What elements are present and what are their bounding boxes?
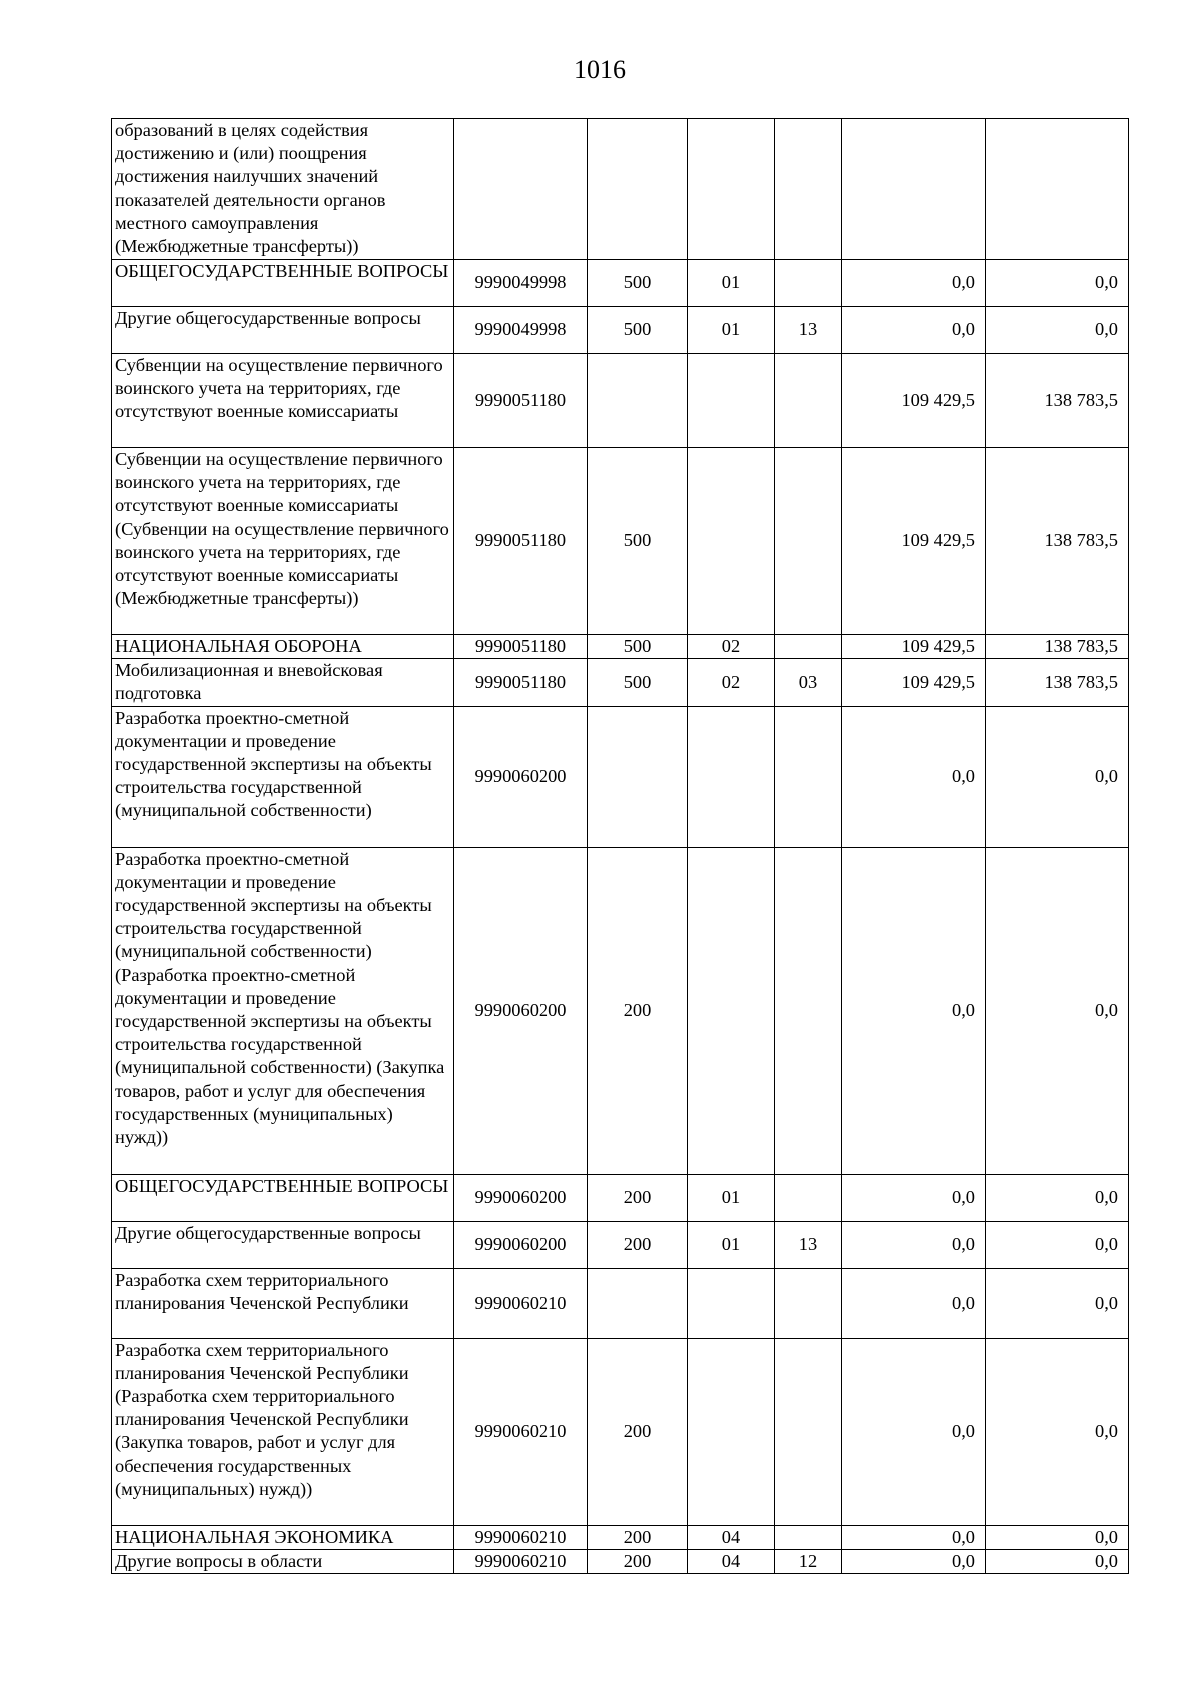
row-sum1: 0,0: [842, 307, 986, 354]
row-pr: [775, 354, 842, 448]
row-code: 9990049998: [454, 260, 588, 307]
table-row: [112, 119, 1129, 260]
row-sum2: 0,0: [986, 260, 1129, 307]
table-row: [112, 354, 1129, 448]
row-name: ОБЩЕГОСУДАРСТВЕННЫЕ ВОПРОСЫ: [112, 260, 454, 307]
row-pr: [775, 847, 842, 1174]
row-sum2: 0,0: [986, 1549, 1129, 1573]
table-row: [112, 659, 1129, 706]
row-vr: 200: [588, 1549, 688, 1573]
row-code: 9990051180: [454, 448, 588, 635]
row-vr: 500: [588, 307, 688, 354]
row-name: НАЦИОНАЛЬНАЯ ЭКОНОМИКА: [112, 1525, 454, 1549]
row-sum1: 109 429,5: [842, 448, 986, 635]
row-vr: 200: [588, 1338, 688, 1525]
row-vr: 200: [588, 1174, 688, 1221]
row-pr: [775, 1338, 842, 1525]
row-sum1: 0,0: [842, 847, 986, 1174]
row-pr: 13: [775, 1221, 842, 1268]
row-sum1: 109 429,5: [842, 354, 986, 448]
row-name: Разработка схем территориального планирования Чеченской Республики (Разработка схем территориального планирования Чеченской Республики (Закупка товаров, работ и услуг для обеспечения государственных (муниципальных) нужд)): [112, 1338, 454, 1525]
row-code: 9990051180: [454, 354, 588, 448]
row-name: Другие общегосударственные вопросы: [112, 1221, 454, 1268]
row-pr: 13: [775, 307, 842, 354]
row-sum2: 138 783,5: [986, 448, 1129, 635]
row-name: Мобилизационная и вневойсковая подготовка: [112, 659, 454, 706]
row-rz: 02: [688, 659, 775, 706]
table-row: [112, 1549, 1129, 1573]
row-rz: [688, 1338, 775, 1525]
row-pr: 12: [775, 1549, 842, 1573]
row-sum1: 0,0: [842, 1338, 986, 1525]
row-sum1: 0,0: [842, 706, 986, 847]
row-sum1: 0,0: [842, 1174, 986, 1221]
row-sum2: 138 783,5: [986, 635, 1129, 659]
row-sum2: 0,0: [986, 1268, 1129, 1338]
row-code: [454, 119, 588, 260]
row-vr: 200: [588, 1221, 688, 1268]
row-sum1: 0,0: [842, 1525, 986, 1549]
table-row: [112, 1268, 1129, 1338]
row-name: Субвенции на осуществление первичного воинского учета на территориях, где отсутствуют военные комиссариаты (Субвенции на осуществление первичного воинского учета на территориях, где отсутствуют военные комиссариаты (Межбюджетные трансферты)): [112, 448, 454, 635]
table-row: [112, 307, 1129, 354]
row-code: 9990060210: [454, 1525, 588, 1549]
row-code: 9990060210: [454, 1268, 588, 1338]
row-code: 9990060210: [454, 1338, 588, 1525]
row-vr: 500: [588, 448, 688, 635]
row-rz: 01: [688, 1221, 775, 1268]
row-name: Разработка схем территориального планирования Чеченской Республики: [112, 1268, 454, 1338]
table-row: [112, 1221, 1129, 1268]
row-vr: 200: [588, 1525, 688, 1549]
page-number: 1016: [574, 55, 626, 84]
row-rz: [688, 706, 775, 847]
row-rz: 01: [688, 260, 775, 307]
row-vr: [588, 119, 688, 260]
row-name: Разработка проектно-сметной документации и проведение государственной экспертизы на объекты строительства государственной (муниципальной собственности): [112, 706, 454, 847]
row-vr: 500: [588, 260, 688, 307]
row-pr: [775, 119, 842, 260]
row-vr: 500: [588, 659, 688, 706]
table-row: [112, 448, 1129, 635]
row-pr: [775, 1525, 842, 1549]
table-row: [112, 635, 1129, 659]
row-rz: 04: [688, 1525, 775, 1549]
row-sum2: 0,0: [986, 706, 1129, 847]
row-code: 9990049998: [454, 307, 588, 354]
row-code: 9990051180: [454, 659, 588, 706]
row-pr: [775, 1268, 842, 1338]
table-row: [112, 706, 1129, 847]
row-vr: 500: [588, 635, 688, 659]
row-sum1: 0,0: [842, 1549, 986, 1573]
row-code: 9990060210: [454, 1549, 588, 1573]
row-rz: [688, 354, 775, 448]
budget-table: [111, 118, 1129, 1574]
row-sum1: [842, 119, 986, 260]
row-rz: [688, 448, 775, 635]
row-sum1: 0,0: [842, 260, 986, 307]
row-rz: 01: [688, 1174, 775, 1221]
row-rz: 02: [688, 635, 775, 659]
row-pr: [775, 706, 842, 847]
row-sum2: 0,0: [986, 1221, 1129, 1268]
row-vr: 200: [588, 847, 688, 1174]
row-rz: [688, 119, 775, 260]
row-name: Другие вопросы в области: [112, 1549, 454, 1573]
row-sum2: 0,0: [986, 1338, 1129, 1525]
table-row: [112, 260, 1129, 307]
row-name: образований в целях содействия достижению и (или) поощрения достижения наилучших значений показателей деятельности органов местного самоуправления (Межбюджетные трансферты)): [112, 119, 454, 260]
row-pr: [775, 635, 842, 659]
row-pr: [775, 260, 842, 307]
row-sum2: 0,0: [986, 1525, 1129, 1549]
row-pr: [775, 1174, 842, 1221]
row-code: 9990060200: [454, 1174, 588, 1221]
row-sum2: 0,0: [986, 307, 1129, 354]
row-vr: [588, 706, 688, 847]
row-name: Другие общегосударственные вопросы: [112, 307, 454, 354]
table-row: [112, 847, 1129, 1174]
table-row: [112, 1525, 1129, 1549]
row-name: Разработка проектно-сметной документации и проведение государственной экспертизы на объекты строительства государственной (муниципальной собственности) (Разработка проектно-сметной документации и проведение государственной экспертизы на объекты строительства государственной (муниципальной собственности) (Закупка товаров, работ и услуг для обеспечения государственных (муниципальных) нужд)): [112, 847, 454, 1174]
row-sum1: 0,0: [842, 1221, 986, 1268]
row-pr: [775, 448, 842, 635]
row-sum2: 138 783,5: [986, 354, 1129, 448]
row-sum1: 109 429,5: [842, 635, 986, 659]
row-name: ОБЩЕГОСУДАРСТВЕННЫЕ ВОПРОСЫ: [112, 1174, 454, 1221]
row-rz: 04: [688, 1549, 775, 1573]
row-code: 9990051180: [454, 635, 588, 659]
row-sum2: 0,0: [986, 1174, 1129, 1221]
row-sum2: [986, 119, 1129, 260]
row-vr: [588, 1268, 688, 1338]
row-vr: [588, 354, 688, 448]
row-sum2: 0,0: [986, 847, 1129, 1174]
row-sum2: 138 783,5: [986, 659, 1129, 706]
row-code: 9990060200: [454, 706, 588, 847]
row-name: НАЦИОНАЛЬНАЯ ОБОРОНА: [112, 635, 454, 659]
table-row: [112, 1338, 1129, 1525]
row-sum1: 109 429,5: [842, 659, 986, 706]
row-name: Субвенции на осуществление первичного воинского учета на территориях, где отсутствуют военные комиссариаты: [112, 354, 454, 448]
row-pr: 03: [775, 659, 842, 706]
row-rz: 01: [688, 307, 775, 354]
row-code: 9990060200: [454, 1221, 588, 1268]
row-sum1: 0,0: [842, 1268, 986, 1338]
row-rz: [688, 1268, 775, 1338]
row-code: 9990060200: [454, 847, 588, 1174]
table-row: [112, 1174, 1129, 1221]
row-rz: [688, 847, 775, 1174]
